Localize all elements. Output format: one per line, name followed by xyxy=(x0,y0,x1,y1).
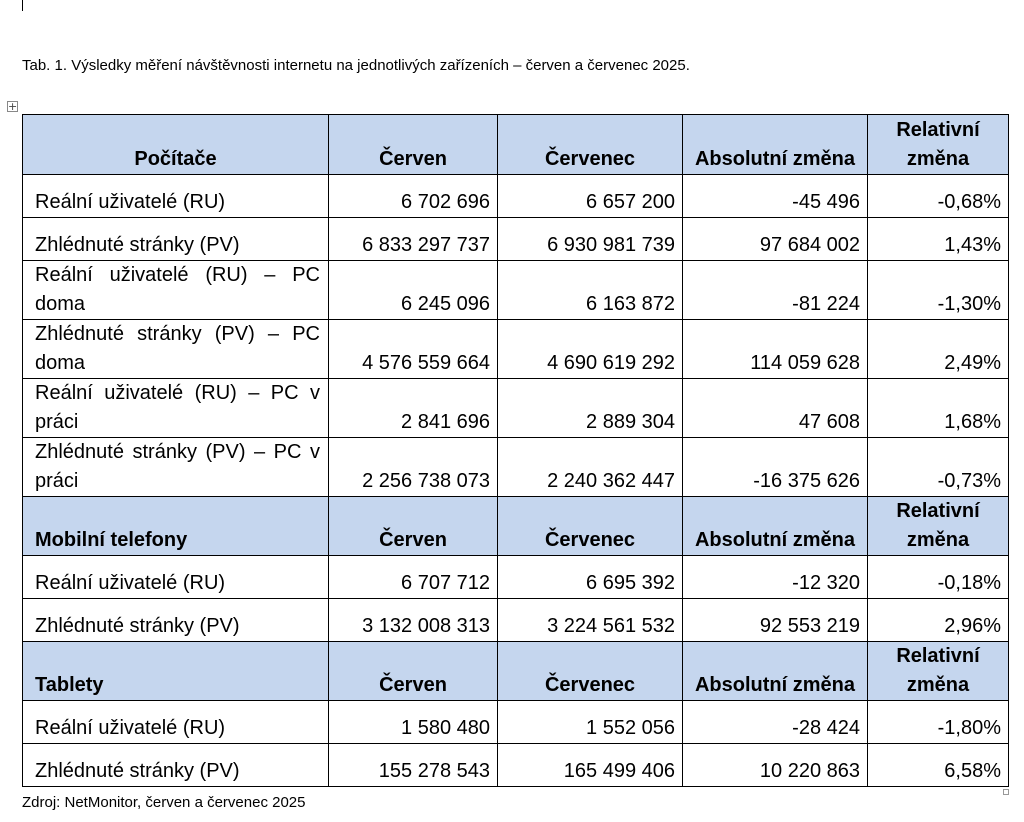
june-value: 155 278 543 xyxy=(329,744,498,787)
row-label: Zhlédnuté stránky (PV) – PC v práci xyxy=(23,438,329,497)
absolute-change-value: -12 320 xyxy=(683,556,868,599)
absolute-change-value: -16 375 626 xyxy=(683,438,868,497)
relative-change-value: 6,58% xyxy=(868,744,1009,787)
category-header: Tablety xyxy=(23,642,329,701)
july-value: 6 930 981 739 xyxy=(498,218,683,261)
table-caption: Tab. 1. Výsledky měření návštěvnosti internetu na jednotlivých zařízeních – červen a červenec 2025. xyxy=(22,57,690,74)
july-value: 6 163 872 xyxy=(498,261,683,320)
july-value: 4 690 619 292 xyxy=(498,320,683,379)
july-header: Červenec xyxy=(498,642,683,701)
absolute-change-header: Absolutní změna xyxy=(683,115,868,175)
june-header: Červen xyxy=(329,115,498,175)
relative-change-header: Relativní změna xyxy=(868,642,1009,701)
row-label: Zhlédnuté stránky (PV) xyxy=(23,744,329,787)
absolute-change-value: -81 224 xyxy=(683,261,868,320)
june-header: Červen xyxy=(329,642,498,701)
june-value: 2 256 738 073 xyxy=(329,438,498,497)
june-value: 2 841 696 xyxy=(329,379,498,438)
june-value: 6 702 696 xyxy=(329,175,498,218)
july-value: 165 499 406 xyxy=(498,744,683,787)
row-label: Zhlédnuté stránky (PV) xyxy=(23,218,329,261)
row-label: Reální uživatelé (RU) xyxy=(23,175,329,218)
july-value: 6 657 200 xyxy=(498,175,683,218)
table-row xyxy=(23,701,1009,744)
table-row xyxy=(23,556,1009,599)
move-cross-icon[interactable]: + xyxy=(8,100,18,113)
relative-change-value: -1,80% xyxy=(868,701,1009,744)
relative-change-value: -0,73% xyxy=(868,438,1009,497)
header-row-mobile xyxy=(23,497,1009,556)
row-label: Reální uživatelé (RU) xyxy=(23,556,329,599)
row-label: Zhlédnuté stránky (PV) – PC doma xyxy=(23,320,329,379)
header-row-tablets xyxy=(23,642,1009,701)
june-value: 6 707 712 xyxy=(329,556,498,599)
june-value: 4 576 559 664 xyxy=(329,320,498,379)
table-row xyxy=(23,218,1009,261)
table-row xyxy=(23,379,1009,438)
absolute-change-value: 10 220 863 xyxy=(683,744,868,787)
june-value: 3 132 008 313 xyxy=(329,599,498,642)
july-value: 2 240 362 447 xyxy=(498,438,683,497)
june-value: 1 580 480 xyxy=(329,701,498,744)
relative-change-header: Relativní změna xyxy=(868,497,1009,556)
source-note: Zdroj: NetMonitor, červen a červenec 2025 xyxy=(22,794,306,811)
row-label: Reální uživatelé (RU) xyxy=(23,701,329,744)
absolute-change-value: 47 608 xyxy=(683,379,868,438)
relative-change-value: -1,30% xyxy=(868,261,1009,320)
header-row-computers xyxy=(23,115,1009,175)
july-header: Červenec xyxy=(498,115,683,175)
june-value: 6 833 297 737 xyxy=(329,218,498,261)
table-row xyxy=(23,261,1009,320)
june-header: Červen xyxy=(329,497,498,556)
absolute-change-value: -45 496 xyxy=(683,175,868,218)
relative-change-value: -0,68% xyxy=(868,175,1009,218)
relative-change-value: 2,49% xyxy=(868,320,1009,379)
row-label: Reální uživatelé (RU) – PC v práci xyxy=(23,379,329,438)
table-row xyxy=(23,438,1009,497)
july-header: Červenec xyxy=(498,497,683,556)
table-row xyxy=(23,320,1009,379)
resize-square-icon[interactable] xyxy=(1003,789,1009,795)
june-value: 6 245 096 xyxy=(329,261,498,320)
absolute-change-value: 97 684 002 xyxy=(683,218,868,261)
relative-change-value: 2,96% xyxy=(868,599,1009,642)
relative-change-value: 1,43% xyxy=(868,218,1009,261)
category-header: Počítače xyxy=(23,115,329,175)
relative-change-value: -0,18% xyxy=(868,556,1009,599)
absolute-change-header: Absolutní změna xyxy=(683,642,868,701)
july-value: 3 224 561 532 xyxy=(498,599,683,642)
traffic-table xyxy=(22,114,1009,787)
table-row xyxy=(23,599,1009,642)
category-header: Mobilní telefony xyxy=(23,497,329,556)
row-label: Zhlédnuté stránky (PV) xyxy=(23,599,329,642)
july-value: 2 889 304 xyxy=(498,379,683,438)
relative-change-header: Relativní změna xyxy=(868,115,1009,175)
absolute-change-value: -28 424 xyxy=(683,701,868,744)
july-value: 1 552 056 xyxy=(498,701,683,744)
table-row xyxy=(23,744,1009,787)
relative-change-value: 1,68% xyxy=(868,379,1009,438)
text-cursor xyxy=(22,0,23,11)
table-row xyxy=(23,175,1009,218)
absolute-change-header: Absolutní změna xyxy=(683,497,868,556)
row-label: Reální uživatelé (RU) – PC doma xyxy=(23,261,329,320)
absolute-change-value: 92 553 219 xyxy=(683,599,868,642)
july-value: 6 695 392 xyxy=(498,556,683,599)
absolute-change-value: 114 059 628 xyxy=(683,320,868,379)
